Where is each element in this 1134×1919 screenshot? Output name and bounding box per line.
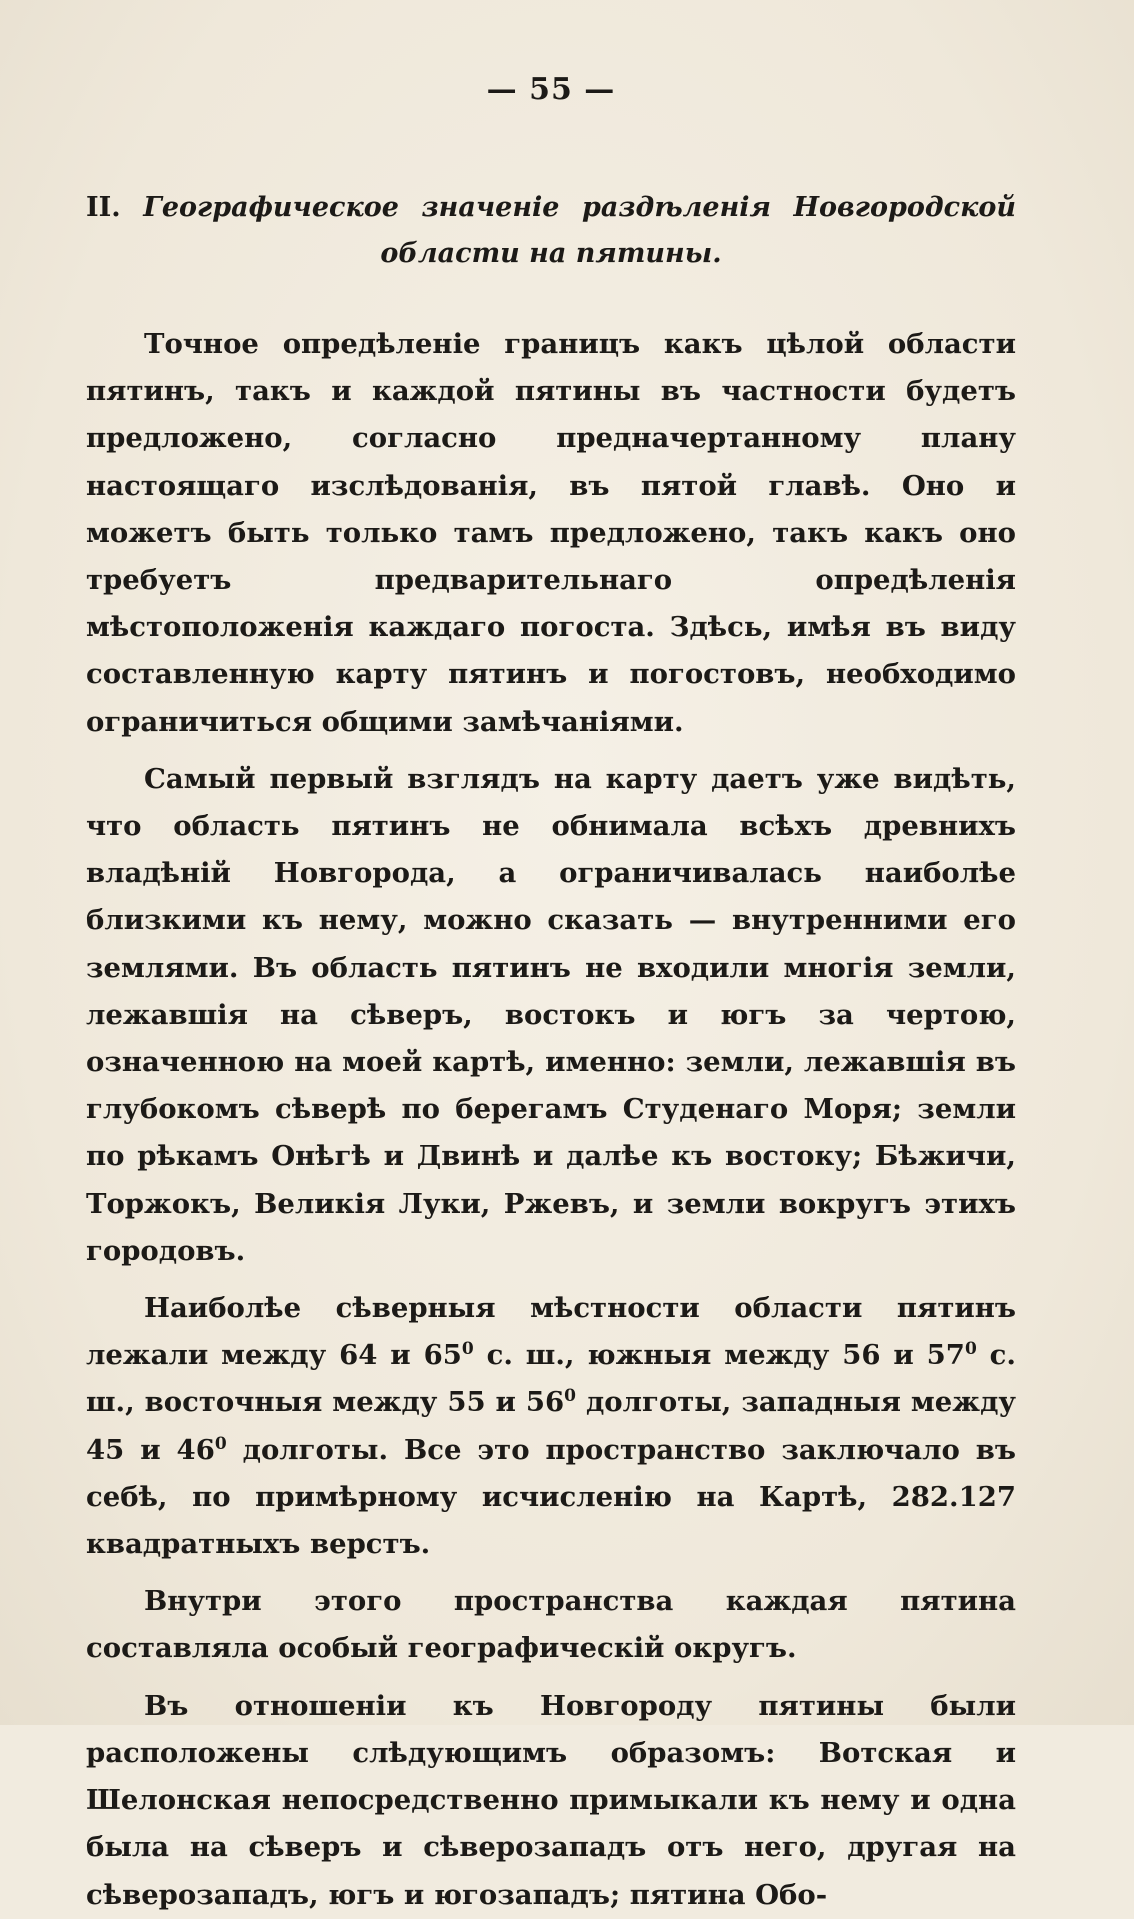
paragraph-3-seg: с. ш., восточныя между 55 и 56 [86,1339,1016,1419]
paragraph-3 [86,1285,1016,1568]
degree-mark: 0 [461,1339,474,1360]
page-number: — 55 — [486,72,616,107]
section-heading [86,185,1016,277]
section-title: Географическое значеніе раздѣленія Новгородской области на пятины. [143,192,1016,269]
degree-mark: 0 [214,1433,227,1454]
paragraph-3-seg: долготы. Все это пространство заключало въ себѣ, по примѣрному исчисленію на Картѣ, 282.127 квадратныхъ верстъ. [86,1433,1016,1561]
degree-mark: 0 [564,1386,576,1407]
paragraph-4: Внутри этого пространства каждая пятина составляла особый географическій округъ. [86,1585,1016,1665]
paragraph-5: Въ отношеніи къ Новгороду пятины были расположены слѣдующимъ образомъ: Вотская и Шелонская непосредственно примыкали къ нему и одна была на сѣверъ и сѣверозападъ отъ него, другая на сѣверозападъ, югъ и югозападъ; пятина Обо- [86,1689,1016,1911]
paragraph-3-seg: с. ш., южныя между 56 и 57 [473,1339,965,1372]
paragraph-2: Самый первый взглядъ на карту даетъ уже видѣть, что область пятинъ не обнимала всѣхъ древнихъ владѣній Новгорода, а ограничивалась наиболѣе близкими къ нему, можно сказать — внутренними его землями. Въ область пятинъ не входили многія земли, лежавшія на сѣверъ, востокъ и югъ за чертою, означенною на моей картѣ, именно: земли, лежавшія въ глубокомъ сѣверѣ по берегамъ Студенаго Моря; земли по рѣкамъ Онѣгѣ и Двинѣ и далѣе къ востоку; Бѣжичи, Торжокъ, Великія Луки, Ржевъ, и земли вокругъ этихъ городовъ. [86,762,1016,1267]
paragraph-3-seg: долготы, западныя между 45 и 46 [86,1386,1017,1466]
section-numeral: II. [86,192,121,223]
paragraph-3-seg: Наиболѣе сѣверныя мѣстности области пятинъ лежали между 64 и 65 [86,1292,1016,1372]
degree-mark: 0 [964,1339,977,1360]
paragraph-1: Точное опредѣленіе границъ какъ цѣлой области пятинъ, такъ и каждой пятины въ частности будетъ предложено, согласно предначертанному плану настоящаго изслѣдованія, въ пятой главѣ. Оно и можетъ быть только тамъ предложено, такъ какъ оно требуетъ предварительнаго опредѣленія мѣстоположенія каждаго погоста. Здѣсь, имѣя въ виду составленную карту пятинъ и погостовъ, необходимо ограничиться общими замѣчаніями. [86,328,1016,738]
